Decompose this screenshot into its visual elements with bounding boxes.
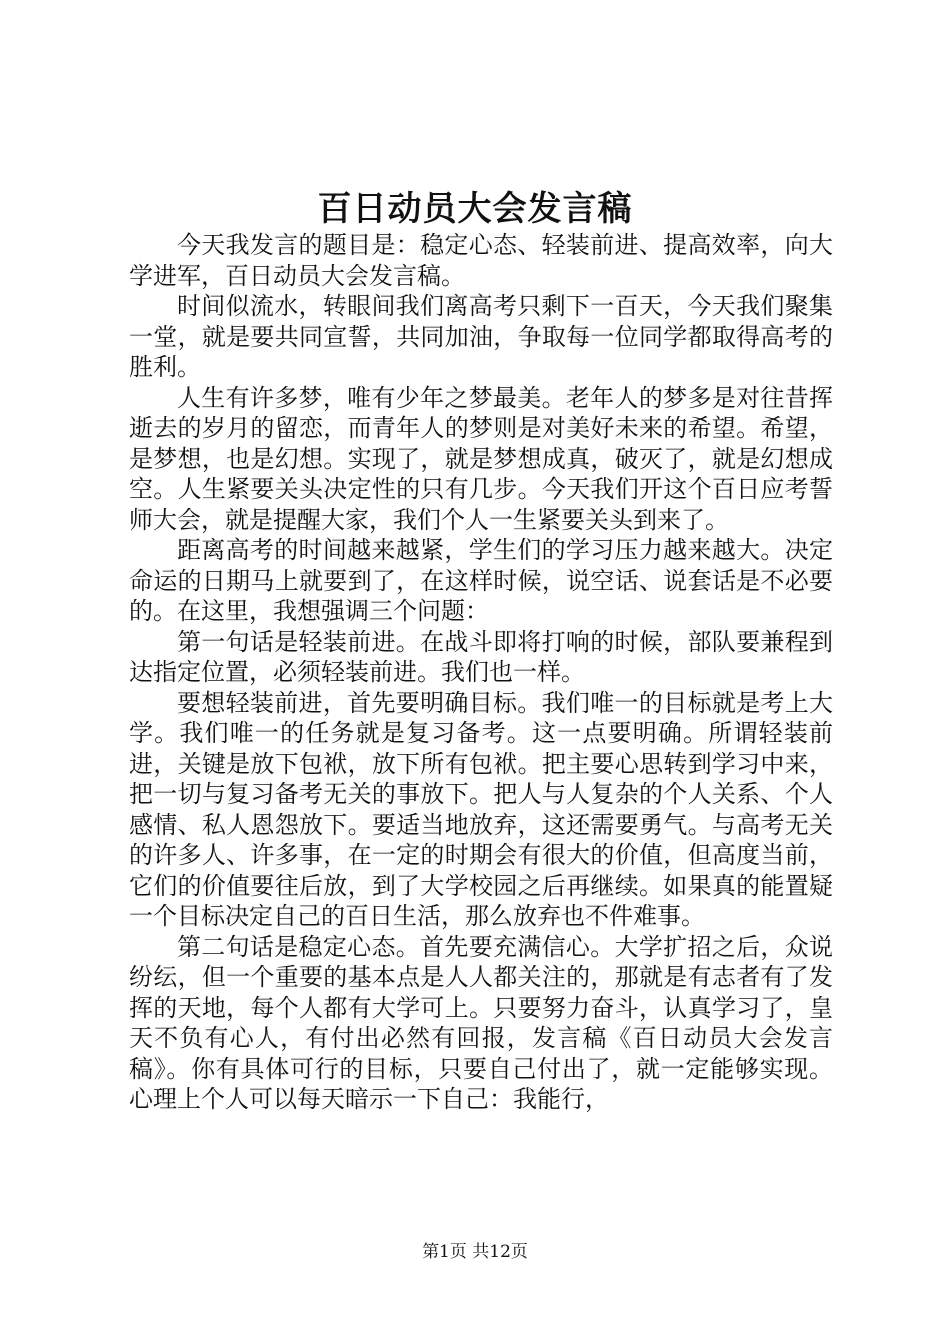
paragraph: 今天我发言的题目是：稳定心态、轻装前进、提高效率，向大学进军，百日动员大会发言稿。 bbox=[129, 231, 833, 290]
paragraph: 第一句话是轻装前进。在战斗即将打响的时候，部队要兼程到达指定位置，必须轻装前进。我们也一样。 bbox=[129, 627, 833, 686]
paragraph: 人生有许多梦，唯有少年之梦最美。老年人的梦多是对往昔挥逝去的岁月的留恋，而青年人的梦则是对美好未来的希望。希望，是梦想，也是幻想。实现了，就是梦想成真，破灭了，就是幻想成空。人生紧要关头决定性的只有几步。今天我们开这个百日应考誓师大会，就是提醒大家，我们个人一生紧要关头到来了。 bbox=[129, 383, 833, 534]
paragraph: 距离高考的时间越来越紧，学生们的学习压力越来越大。决定命运的日期马上就要到了，在这样时候，说空话、说套话是不必要的。在这里，我想强调三个问题： bbox=[129, 536, 833, 625]
paragraph: 时间似流水，转眼间我们离高考只剩下一百天，今天我们聚集一堂，就是要共同宣誓，共同加油，争取每一位同学都取得高考的胜利。 bbox=[129, 292, 833, 381]
paragraph: 要想轻装前进，首先要明确目标。我们唯一的目标就是考上大学。我们唯一的任务就是复习备考。这一点要明确。所谓轻装前进，关键是放下包袱，放下所有包袱。把主要心思转到学习中来，把一切与复习备考无关的事放下。把人与人复杂的个人关系、个人感情、私人恩怨放下。要适当地放弃，这还需要勇气。与高考无关的许多人、许多事，在一定的时期会有很大的价值，但高度当前，它们的价值要往后放，到了大学校园之后再继续。如果真的能置疑一个目标决定自己的百日生活，那么放弃也不件难事。 bbox=[129, 688, 833, 930]
page-number: 第1页 共12页 bbox=[422, 1242, 528, 1262]
paragraph: 第二句话是稳定心态。首先要充满信心。大学扩招之后，众说纷纭，但一个重要的基本点是人人都关注的，那就是有志者有了发挥的天地，每个人都有大学可上。只要努力奋斗，认真学习了，皇天不负有心人，有付出必然有回报，发言稿《百日动员大会发言稿》。你有具体可行的目标，只要自己付出了，就一定能够实现。心理上个人可以每天暗示一下自己：我能行， bbox=[129, 932, 833, 1113]
document-body bbox=[129, 230, 833, 1115]
document-title: 百日动员大会发言稿 bbox=[317, 189, 633, 229]
